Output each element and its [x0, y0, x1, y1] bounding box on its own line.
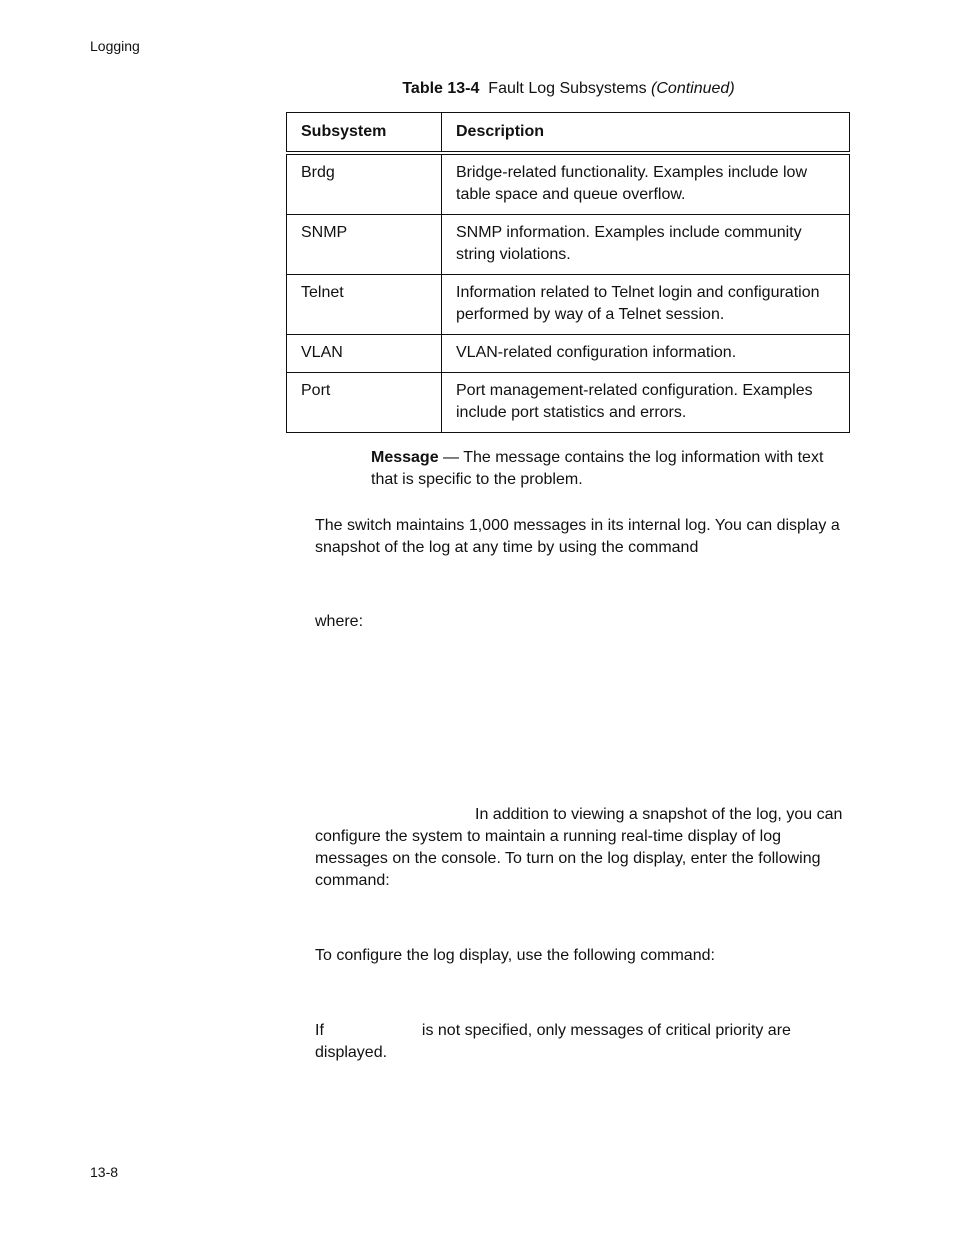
fault-log-subsystems-table	[286, 112, 850, 433]
realtime-text: In addition to viewing a snapshot of the log, you can configure the system to maintain a running real-time display of log messages on the console. To turn on the log display, enter the following command:	[315, 806, 843, 889]
table-header-row	[287, 113, 850, 154]
where-label: where:	[315, 613, 364, 630]
cell-description: Information related to Telnet login and configuration performed by way of a Telnet session.	[442, 275, 850, 335]
message-text: — The message contains the log information with text that is specific to the problem.	[371, 449, 824, 488]
cell-description: VLAN-related configuration information.	[442, 335, 850, 373]
if-rest: is not specified, only messages of critical priority are displayed.	[315, 1022, 791, 1061]
cell-description: Bridge-related functionality. Examples include low table space and queue overflow.	[442, 153, 850, 215]
table-row	[287, 215, 850, 275]
cell-subsystem: VLAN	[287, 335, 442, 373]
table-caption-title: Fault Log Subsystems	[488, 80, 647, 97]
message-term: Message	[371, 449, 439, 466]
table-row	[287, 335, 850, 373]
priority-paragraph	[315, 1020, 850, 1064]
page-number: 13-8	[90, 1164, 119, 1180]
cell-subsystem: Brdg	[287, 153, 442, 215]
table-row	[287, 275, 850, 335]
message-definition	[371, 447, 846, 491]
if-prefix: If	[315, 1022, 324, 1039]
realtime-display-paragraph	[315, 804, 850, 892]
table-caption-label: Table 13-4	[402, 80, 480, 97]
column-header-description: Description	[442, 113, 850, 154]
configure-paragraph: To configure the log display, use the following command:	[315, 947, 715, 964]
cell-description: Port management-related configuration. Examples include port statistics and errors.	[442, 373, 850, 433]
column-header-subsystem: Subsystem	[287, 113, 442, 154]
cell-description: SNMP information. Examples include community string violations.	[442, 215, 850, 275]
table-caption	[287, 80, 850, 98]
table-row	[287, 373, 850, 433]
table-row	[287, 153, 850, 215]
cell-subsystem: Telnet	[287, 275, 442, 335]
table-caption-suffix: (Continued)	[651, 80, 735, 97]
running-head: Logging	[90, 38, 140, 54]
cell-subsystem: SNMP	[287, 215, 442, 275]
cell-subsystem: Port	[287, 373, 442, 433]
snapshot-paragraph: The switch maintains 1,000 messages in its internal log. You can display a snapshot of the log at any time by using the command	[315, 517, 840, 556]
